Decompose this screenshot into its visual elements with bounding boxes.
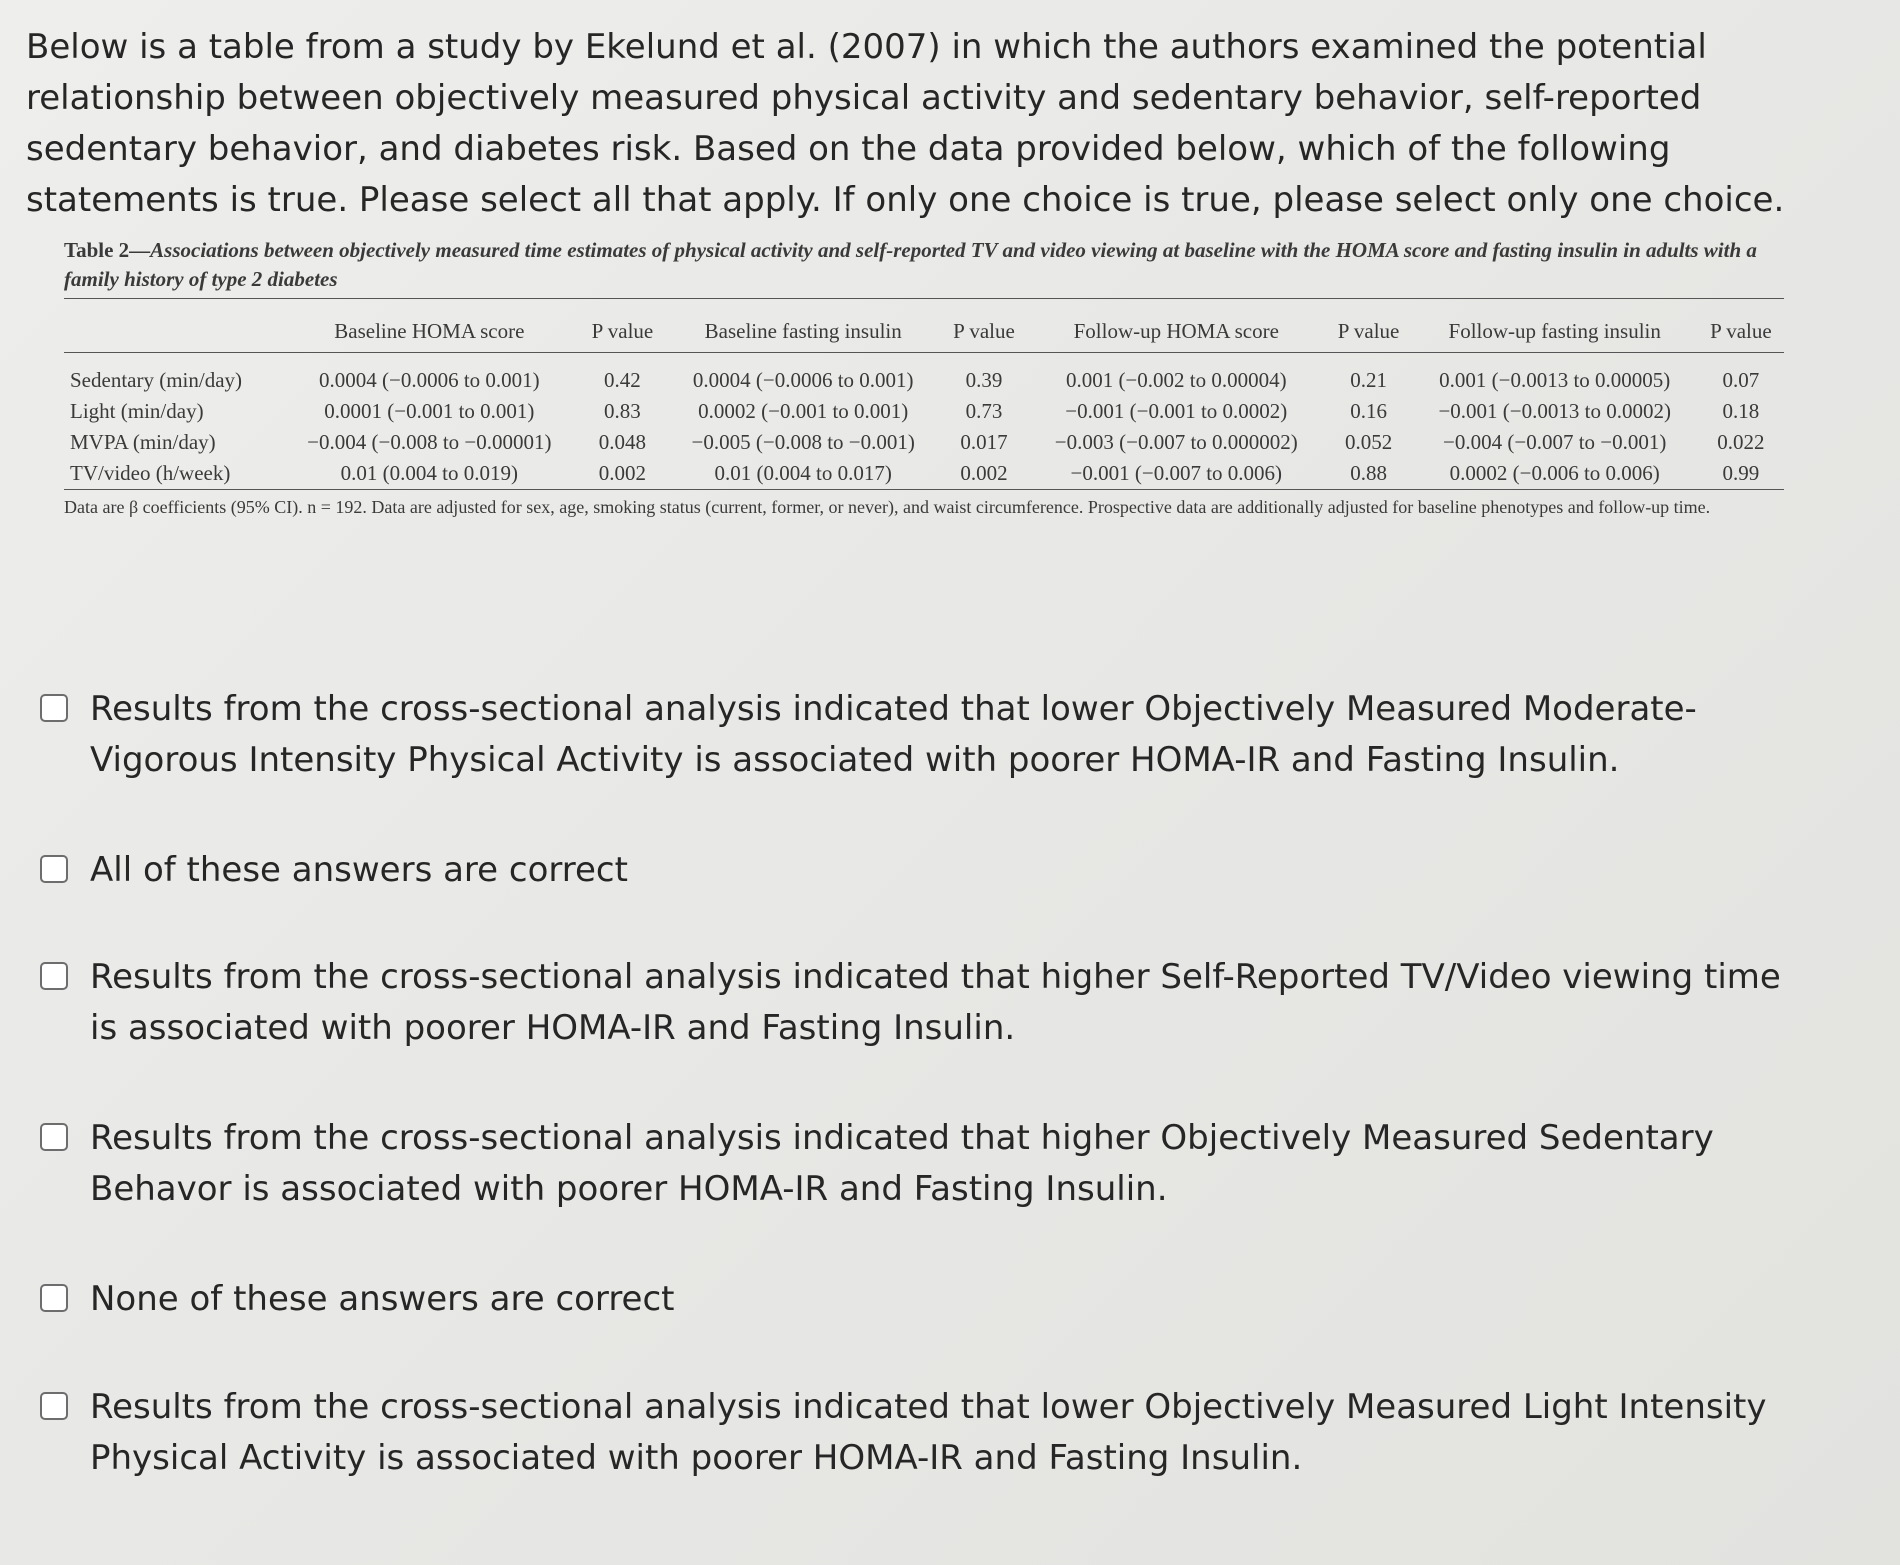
question-prompt: Below is a table from a study by Ekelund et al. (2007) in which the authors examined the potential relationship between objectively measured physical activity and sedentary behavior, self-reported sedentary behavior, and diabetes risk. Based on the data provided below, which of the following statements is true. Please select all that apply. If only one choice is true, please select only one choice. bbox=[26, 27, 1785, 220]
table-cell: 0.001 (−0.0013 to 0.00005) bbox=[1439, 368, 1671, 392]
table-cell: 0.21 bbox=[1350, 368, 1387, 392]
answer-option-label: Results from the cross-sectional analysis indicated that lower Objectively Measured Moderate-Vigorous Intensity Physical Activity is associated with poorer HOMA-IR and Fasting Insulin. bbox=[90, 689, 1697, 780]
table-cell: 0.99 bbox=[1698, 458, 1784, 490]
table-cell: 0.0001 (−0.001 to 0.001) bbox=[324, 399, 535, 423]
column-header: P value bbox=[1698, 315, 1784, 353]
answer-option-label: Results from the cross-sectional analysis indicated that higher Self-Reported TV/Video viewing time is associated with poorer HOMA-IR and Fasting Insulin. bbox=[90, 957, 1781, 1048]
results-table-figure bbox=[64, 236, 1784, 521]
table-cell: 0.002 bbox=[579, 458, 665, 490]
column-header: Follow-up fasting insulin bbox=[1412, 315, 1698, 353]
column-header: P value bbox=[1325, 315, 1411, 353]
table-cell: 0.88 bbox=[1325, 458, 1411, 490]
table-cell: −0.003 (−0.007 to 0.000002) bbox=[1054, 430, 1298, 454]
row-label: Light (min/day) bbox=[70, 399, 204, 423]
table-cell: 0.017 bbox=[960, 430, 1008, 454]
table-cell: 0.0004 (−0.0006 to 0.001) bbox=[692, 368, 914, 392]
table-cell: 0.022 bbox=[1717, 430, 1765, 454]
checkbox[interactable] bbox=[40, 1392, 68, 1420]
table-cell: 0.07 bbox=[1722, 368, 1760, 392]
row-label: MVPA (min/day) bbox=[70, 430, 216, 454]
table-row bbox=[64, 353, 1784, 397]
table-cell: −0.004 (−0.007 to −0.001) bbox=[1443, 430, 1667, 454]
checkbox[interactable] bbox=[40, 1284, 68, 1312]
column-header: P value bbox=[941, 315, 1027, 353]
table-cell: 0.0002 (−0.001 to 0.001) bbox=[698, 399, 909, 423]
table-cell: −0.001 (−0.007 to 0.006) bbox=[1027, 458, 1325, 490]
table-cell: −0.005 (−0.008 to −0.001) bbox=[691, 430, 915, 454]
table-cell: 0.42 bbox=[604, 368, 641, 392]
answer-option-label: Results from the cross-sectional analysis indicated that higher Objectively Measured Sedentary Behavor is associated with poorer HOMA-IR and Fasting Insulin. bbox=[90, 1118, 1714, 1209]
checkbox[interactable] bbox=[40, 1123, 68, 1151]
table-caption-lead: Table 2— bbox=[64, 238, 151, 262]
column-header: Follow-up HOMA score bbox=[1027, 315, 1325, 353]
table-cell: 0.39 bbox=[965, 368, 1003, 392]
row-label: Sedentary (min/day) bbox=[70, 368, 243, 392]
table-cell: 0.0004 (−0.0006 to 0.001) bbox=[319, 368, 540, 392]
table-cell: 0.0002 (−0.006 to 0.006) bbox=[1412, 458, 1698, 490]
table-cell: 0.73 bbox=[965, 399, 1003, 423]
table-cell: 0.01 (0.004 to 0.019) bbox=[279, 458, 579, 490]
table-cell: −0.004 (−0.008 to −0.00001) bbox=[307, 430, 552, 454]
row-label: TV/video (h/week) bbox=[64, 458, 279, 490]
table-row bbox=[64, 458, 1784, 490]
column-header: Baseline HOMA score bbox=[279, 315, 579, 353]
answer-option[interactable] bbox=[40, 1274, 1810, 1325]
answer-option[interactable] bbox=[40, 952, 1810, 1054]
answer-option[interactable] bbox=[40, 845, 1810, 896]
checkbox[interactable] bbox=[40, 855, 68, 883]
table-footnote: Data are β coefficients (95% CI). n = 192. Data are adjusted for sex, age, smoking status (current, former, or never), and waist circumference. Prospective data are additionally adjusted for baseline phenotypes and follow-up time. bbox=[64, 497, 1711, 517]
table-cell: 0.052 bbox=[1344, 430, 1393, 454]
table-cell: 0.01 (0.004 to 0.017) bbox=[666, 458, 941, 490]
column-header bbox=[64, 315, 279, 353]
column-header: P value bbox=[579, 315, 665, 353]
answer-option-label: All of these answers are correct bbox=[90, 850, 628, 890]
table-caption-text: Associations between objectively measured time estimates of physical activity and self-reported TV and video viewing at baseline with the HOMA score and fasting insulin in adults with a family history of type 2 diabetes bbox=[64, 238, 1757, 291]
answer-option[interactable] bbox=[40, 1113, 1810, 1215]
table-cell: 0.048 bbox=[598, 430, 647, 454]
table-cell: 0.002 bbox=[941, 458, 1027, 490]
table-cell: 0.001 (−0.002 to 0.00004) bbox=[1065, 368, 1287, 392]
results-table bbox=[64, 315, 1784, 490]
table-cell: 0.16 bbox=[1350, 399, 1387, 423]
table-row bbox=[64, 427, 1784, 458]
answer-option[interactable] bbox=[40, 684, 1810, 786]
table-cell: 0.83 bbox=[604, 399, 641, 423]
checkbox[interactable] bbox=[40, 962, 68, 990]
answer-option-label: None of these answers are correct bbox=[90, 1279, 675, 1319]
table-header-row bbox=[64, 315, 1784, 353]
table-cell: 0.18 bbox=[1722, 399, 1760, 423]
table-cell: −0.001 (−0.001 to 0.0002) bbox=[1065, 399, 1288, 423]
table-cell: −0.001 (−0.0013 to 0.0002) bbox=[1438, 399, 1671, 423]
answer-option-label: Results from the cross-sectional analysis indicated that lower Objectively Measured Light Intensity Physical Activity is associated with poorer HOMA-IR and Fasting Insulin. bbox=[90, 1387, 1767, 1478]
answer-option[interactable] bbox=[40, 1382, 1810, 1484]
column-header: Baseline fasting insulin bbox=[666, 315, 941, 353]
checkbox[interactable] bbox=[40, 694, 68, 722]
table-row bbox=[64, 396, 1784, 427]
table-caption bbox=[64, 236, 1784, 299]
